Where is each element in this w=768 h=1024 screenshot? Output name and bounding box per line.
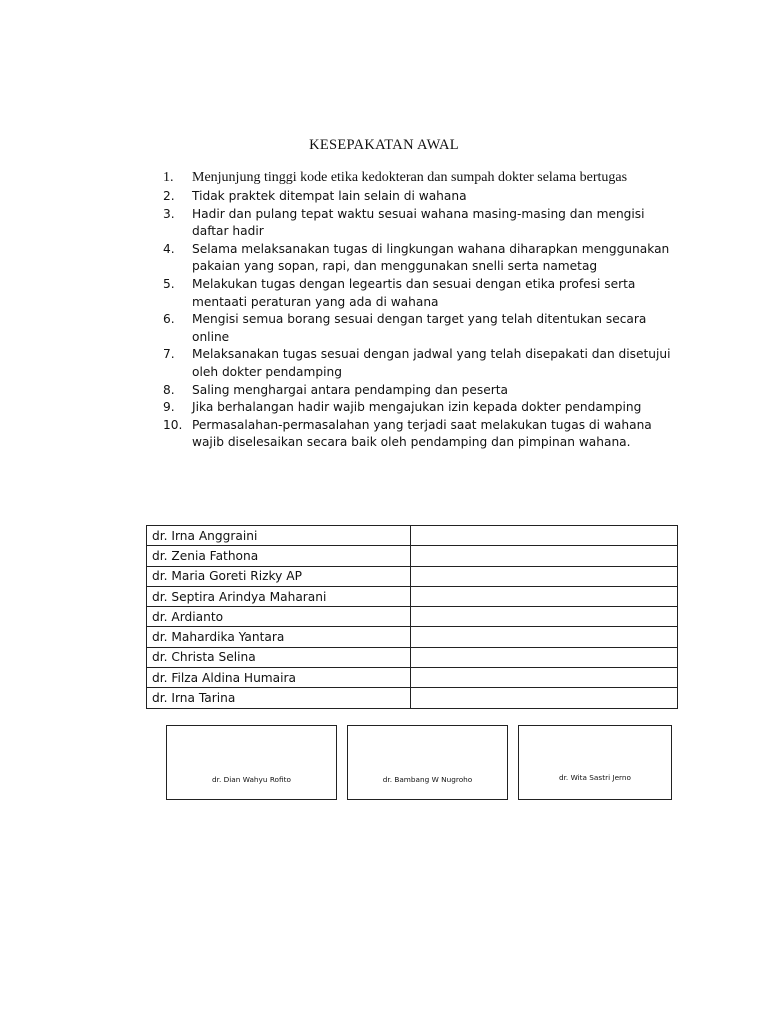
item-number: 10. — [163, 417, 183, 432]
signature-cell — [411, 688, 678, 708]
agreement-item — [163, 311, 683, 346]
supervisor-signature-box — [518, 725, 672, 800]
item-number: 7. — [163, 347, 175, 362]
item-text: Melaksanakan tugas sesuai dengan jadwal yang telah disepakati dan disetujui oleh dokter pendamping — [192, 347, 671, 379]
item-text: Hadir dan pulang tepat waktu sesuai wahana masing-masing dan mengisi daftar hadir — [192, 206, 645, 239]
item-text: Menjunjung tinggi kode etika kedokteran dan sumpah dokter selama bertugas — [192, 170, 628, 185]
table-row — [147, 546, 678, 566]
participant-name: dr. Maria Goreti Rizky AP — [147, 566, 411, 586]
table-row — [147, 526, 678, 546]
item-number: 2. — [163, 189, 175, 203]
item-text: Permasalahan-permasalahan yang terjadi saat melakukan tugas di wahana wajib diselesaikan secara baik oleh pendamping dan pimpinan wahana. — [192, 417, 652, 450]
participant-name: dr. Irna Anggraini — [147, 526, 411, 546]
item-number: 8. — [163, 382, 175, 397]
agreement-item — [163, 276, 683, 311]
table-row — [147, 647, 678, 667]
item-text: Selama melaksanakan tugas di lingkungan wahana diharapkan menggunakan pakaian yang sopan, rapi, dan menggunakan snelli serta nametag — [192, 241, 670, 274]
signature-cell — [411, 668, 678, 688]
supervisor-signature-box — [347, 725, 508, 800]
agreement-item — [163, 206, 683, 241]
agreement-list — [163, 170, 683, 452]
participant-signature-table — [146, 525, 678, 709]
signature-cell — [411, 647, 678, 667]
agreement-item — [163, 188, 683, 206]
agreement-item — [163, 382, 683, 400]
table-row — [147, 566, 678, 586]
participant-name: dr. Christa Selina — [147, 647, 411, 667]
item-text: Saling menghargai antara pendamping dan peserta — [192, 382, 509, 397]
signature-cell — [411, 546, 678, 566]
document-title: KESEPAKATAN AWAL — [309, 137, 459, 153]
participant-name: dr. Ardianto — [147, 607, 411, 627]
participant-name: dr. Zenia Fathona — [147, 546, 411, 566]
participant-name: dr. Septira Arindya Maharani — [147, 586, 411, 606]
signature-cell — [411, 607, 678, 627]
item-number: 5. — [163, 276, 175, 291]
item-text: Melakukan tugas dengan legeartis dan sesuai dengan etika profesi serta mentaati peraturan yang ada di wahana — [192, 276, 636, 309]
item-number: 1. — [163, 170, 174, 185]
signature-cell — [411, 627, 678, 647]
table-row — [147, 607, 678, 627]
signature-cell — [411, 586, 678, 606]
supervisor-signature-box — [166, 725, 337, 800]
agreement-item — [163, 399, 683, 417]
item-number: 4. — [163, 241, 175, 256]
item-number: 3. — [163, 206, 175, 221]
item-text: Mengisi semua borang sesuai dengan target yang telah ditentukan secara online — [192, 312, 647, 344]
supervisor-name: dr. Bambang W Nugroho — [382, 775, 473, 784]
supervisor-name: dr. Wita Sastri Jerno — [558, 773, 632, 782]
table-row — [147, 668, 678, 688]
item-text: Jika berhalangan hadir wajib mengajukan izin kepada dokter pendamping — [192, 400, 642, 415]
table-row — [147, 627, 678, 647]
participant-name: dr. Mahardika Yantara — [147, 627, 411, 647]
table-row — [147, 688, 678, 708]
item-number: 9. — [163, 400, 175, 415]
agreement-item — [163, 346, 683, 381]
signature-cell — [411, 526, 678, 546]
signature-cell — [411, 566, 678, 586]
table-row — [147, 586, 678, 606]
participant-name: dr. Irna Tarina — [147, 688, 411, 708]
agreement-item — [163, 241, 683, 276]
agreement-item — [163, 170, 683, 186]
item-text: Tidak praktek ditempat lain selain di wahana — [192, 189, 467, 203]
supervisor-name: dr. Dian Wahyu Rofito — [212, 775, 291, 784]
item-number: 6. — [163, 312, 175, 327]
agreement-item — [163, 417, 683, 452]
participant-name: dr. Filza Aldina Humaira — [147, 668, 411, 688]
